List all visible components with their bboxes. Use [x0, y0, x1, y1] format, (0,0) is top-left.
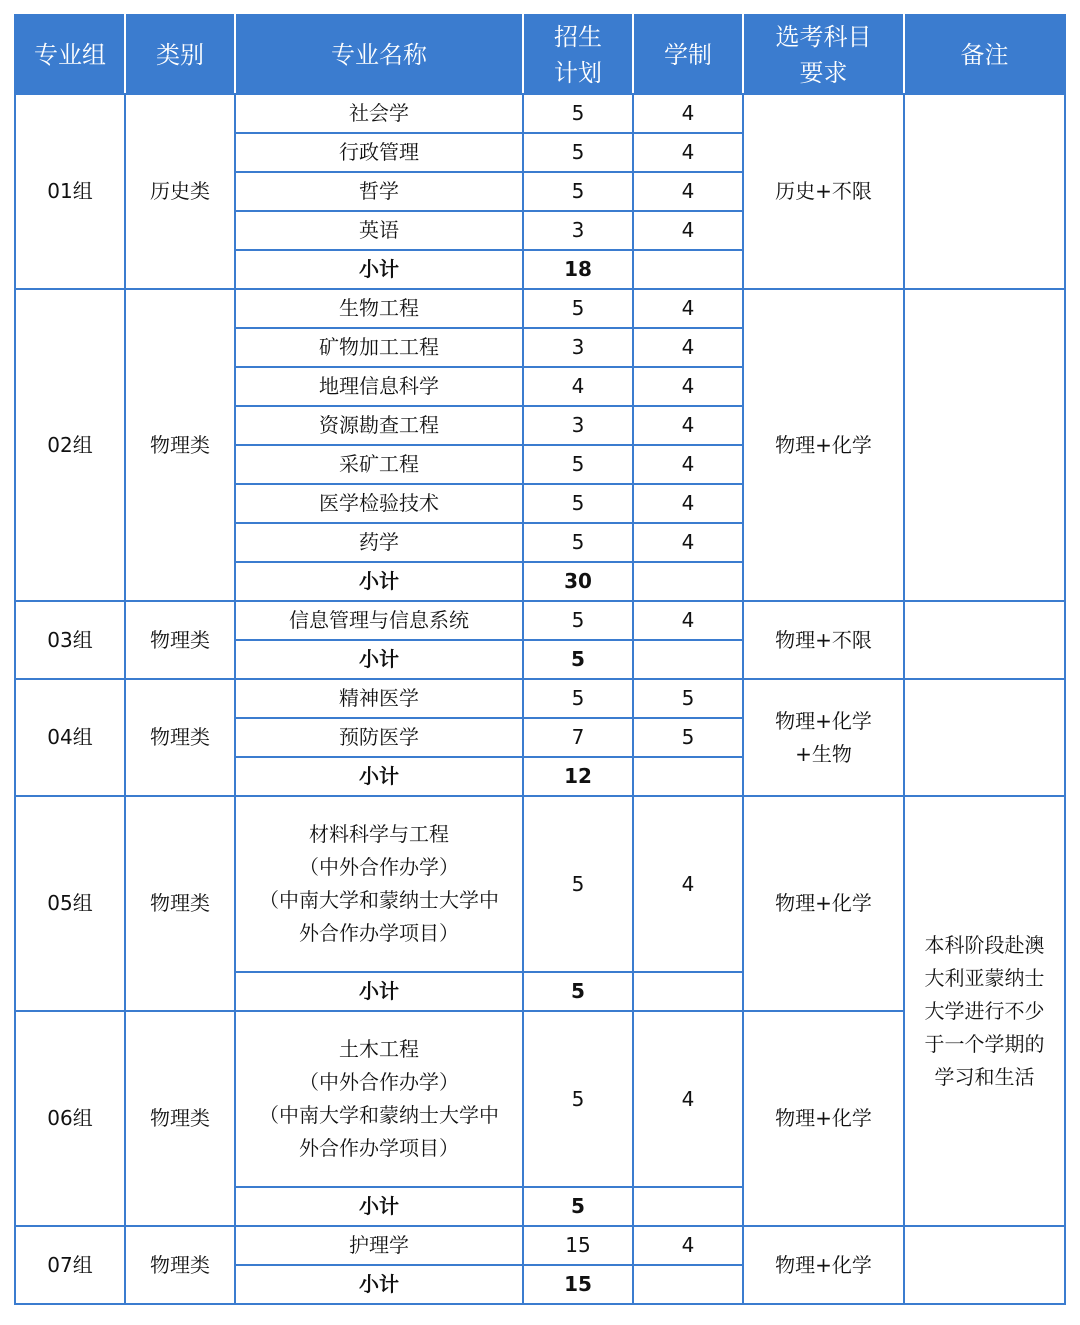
group-cell: 07组 — [15, 1226, 125, 1304]
note-line: 大利亚蒙纳士 — [924, 965, 1045, 990]
table-row — [15, 1226, 1065, 1265]
major-cell: 药学 — [235, 523, 523, 562]
subtotal-label: 小计 — [235, 562, 523, 601]
plan-cell: 5 — [523, 796, 633, 972]
group-cell: 02组 — [15, 289, 125, 601]
plan-cell: 5 — [523, 94, 633, 133]
table-row — [15, 289, 1065, 328]
requirement-cell: 物理+化学 — [743, 289, 904, 601]
group-cell: 03组 — [15, 601, 125, 679]
major-cell: 采矿工程 — [235, 445, 523, 484]
major-cell: 社会学 — [235, 94, 523, 133]
note-cell — [904, 94, 1065, 289]
table-row — [15, 796, 1065, 972]
years-cell: 4 — [633, 1011, 743, 1187]
major-cell: 英语 — [235, 211, 523, 250]
plan-cell: 5 — [523, 133, 633, 172]
major-cell — [235, 796, 523, 972]
note-cell — [904, 289, 1065, 601]
subtotal-label: 小计 — [235, 1265, 523, 1304]
major-cell: 信息管理与信息系统 — [235, 601, 523, 640]
requirement-cell: 物理+化学 — [743, 1011, 904, 1226]
subtotal-years-empty — [633, 1265, 743, 1304]
subtotal-value: 15 — [523, 1265, 633, 1304]
years-cell: 4 — [633, 445, 743, 484]
subtotal-label: 小计 — [235, 250, 523, 289]
major-cell: 资源勘查工程 — [235, 406, 523, 445]
years-cell: 4 — [633, 172, 743, 211]
years-cell: 4 — [633, 1226, 743, 1265]
group-cell: 05组 — [15, 796, 125, 1011]
plan-cell: 5 — [523, 1011, 633, 1187]
requirement-cell: 物理+化学 — [743, 1226, 904, 1304]
years-cell: 4 — [633, 289, 743, 328]
major-line: （中外合作办学） — [299, 1070, 459, 1094]
subtotal-years-empty — [633, 250, 743, 289]
note-cell — [904, 601, 1065, 679]
years-cell: 5 — [633, 718, 743, 757]
subtotal-years-empty — [633, 562, 743, 601]
header-plan-line1: 招生 — [554, 22, 602, 51]
category-cell: 物理类 — [125, 1011, 235, 1226]
requirement-line1: 物理+化学 — [775, 708, 872, 733]
major-cell: 护理学 — [235, 1226, 523, 1265]
years-cell: 4 — [633, 133, 743, 172]
subtotal-value: 18 — [523, 250, 633, 289]
header-req-line2: 要求 — [799, 58, 848, 87]
note-cell — [904, 1226, 1065, 1304]
group-cell: 04组 — [15, 679, 125, 796]
major-cell: 医学检验技术 — [235, 484, 523, 523]
category-cell: 物理类 — [125, 601, 235, 679]
major-line: 土木工程 — [339, 1037, 419, 1061]
note-line: 大学进行不少 — [924, 998, 1045, 1023]
major-line: （中外合作办学） — [299, 855, 459, 879]
subtotal-years-empty — [633, 972, 743, 1011]
major-cell — [235, 1011, 523, 1187]
major-cell: 地理信息科学 — [235, 367, 523, 406]
header-req-line1: 选考科目 — [775, 22, 872, 51]
category-cell: 物理类 — [125, 289, 235, 601]
header-major: 专业名称 — [235, 15, 523, 94]
major-line: 外合作办学项目） — [299, 921, 459, 945]
major-line: 外合作办学项目） — [299, 1136, 459, 1160]
major-cell: 精神医学 — [235, 679, 523, 718]
subtotal-label: 小计 — [235, 972, 523, 1011]
years-cell: 4 — [633, 601, 743, 640]
note-line: 学习和生活 — [934, 1064, 1035, 1089]
subtotal-value: 5 — [523, 1187, 633, 1226]
plan-cell: 5 — [523, 172, 633, 211]
category-cell: 物理类 — [125, 679, 235, 796]
years-cell: 4 — [633, 406, 743, 445]
subtotal-value: 5 — [523, 640, 633, 679]
admission-plan-table — [14, 14, 1066, 1305]
plan-cell: 5 — [523, 523, 633, 562]
years-cell: 4 — [633, 523, 743, 562]
header-years: 学制 — [633, 15, 743, 94]
years-cell: 4 — [633, 796, 743, 972]
plan-cell: 5 — [523, 289, 633, 328]
subtotal-value: 12 — [523, 757, 633, 796]
plan-cell: 3 — [523, 211, 633, 250]
note-line: 本科阶段赴澳 — [924, 932, 1045, 957]
table-row — [15, 679, 1065, 718]
subtotal-years-empty — [633, 757, 743, 796]
header-row — [15, 15, 1065, 94]
plan-cell: 3 — [523, 328, 633, 367]
plan-cell: 3 — [523, 406, 633, 445]
major-line: 材料科学与工程 — [309, 822, 449, 846]
requirement-cell — [743, 679, 904, 796]
admission-table-wrapper — [14, 14, 1066, 1305]
subtotal-years-empty — [633, 640, 743, 679]
years-cell: 4 — [633, 211, 743, 250]
group-cell: 06组 — [15, 1011, 125, 1226]
table-row — [15, 601, 1065, 640]
plan-cell: 5 — [523, 679, 633, 718]
note-line: 于一个学期的 — [924, 1031, 1045, 1056]
header-plan-line2: 计划 — [554, 58, 602, 87]
subtotal-label: 小计 — [235, 757, 523, 796]
header-group: 专业组 — [15, 15, 125, 94]
subtotal-value: 30 — [523, 562, 633, 601]
header-note: 备注 — [904, 15, 1065, 94]
major-cell: 行政管理 — [235, 133, 523, 172]
years-cell: 4 — [633, 328, 743, 367]
subtotal-value: 5 — [523, 972, 633, 1011]
header-requirement — [743, 15, 904, 94]
category-cell: 物理类 — [125, 1226, 235, 1304]
header-category: 类别 — [125, 15, 235, 94]
note-cell — [904, 679, 1065, 796]
category-cell: 历史类 — [125, 94, 235, 289]
requirement-cell: 物理+不限 — [743, 601, 904, 679]
table-row — [15, 94, 1065, 133]
subtotal-years-empty — [633, 1187, 743, 1226]
plan-cell: 7 — [523, 718, 633, 757]
plan-cell: 5 — [523, 445, 633, 484]
plan-cell: 5 — [523, 484, 633, 523]
major-cell: 预防医学 — [235, 718, 523, 757]
requirement-cell: 历史+不限 — [743, 94, 904, 289]
subtotal-label: 小计 — [235, 640, 523, 679]
years-cell: 4 — [633, 484, 743, 523]
years-cell: 5 — [633, 679, 743, 718]
major-line: （中南大学和蒙纳士大学中 — [259, 888, 499, 912]
category-cell: 物理类 — [125, 796, 235, 1011]
plan-cell: 15 — [523, 1226, 633, 1265]
plan-cell: 4 — [523, 367, 633, 406]
major-cell: 矿物加工工程 — [235, 328, 523, 367]
requirement-line2: +生物 — [795, 741, 852, 766]
plan-cell: 5 — [523, 601, 633, 640]
subtotal-label: 小计 — [235, 1187, 523, 1226]
major-line: （中南大学和蒙纳士大学中 — [259, 1103, 499, 1127]
years-cell: 4 — [633, 367, 743, 406]
years-cell: 4 — [633, 94, 743, 133]
requirement-cell: 物理+化学 — [743, 796, 904, 1011]
group-cell: 01组 — [15, 94, 125, 289]
note-cell — [904, 796, 1065, 1226]
major-cell: 哲学 — [235, 172, 523, 211]
major-cell: 生物工程 — [235, 289, 523, 328]
header-plan — [523, 15, 633, 94]
